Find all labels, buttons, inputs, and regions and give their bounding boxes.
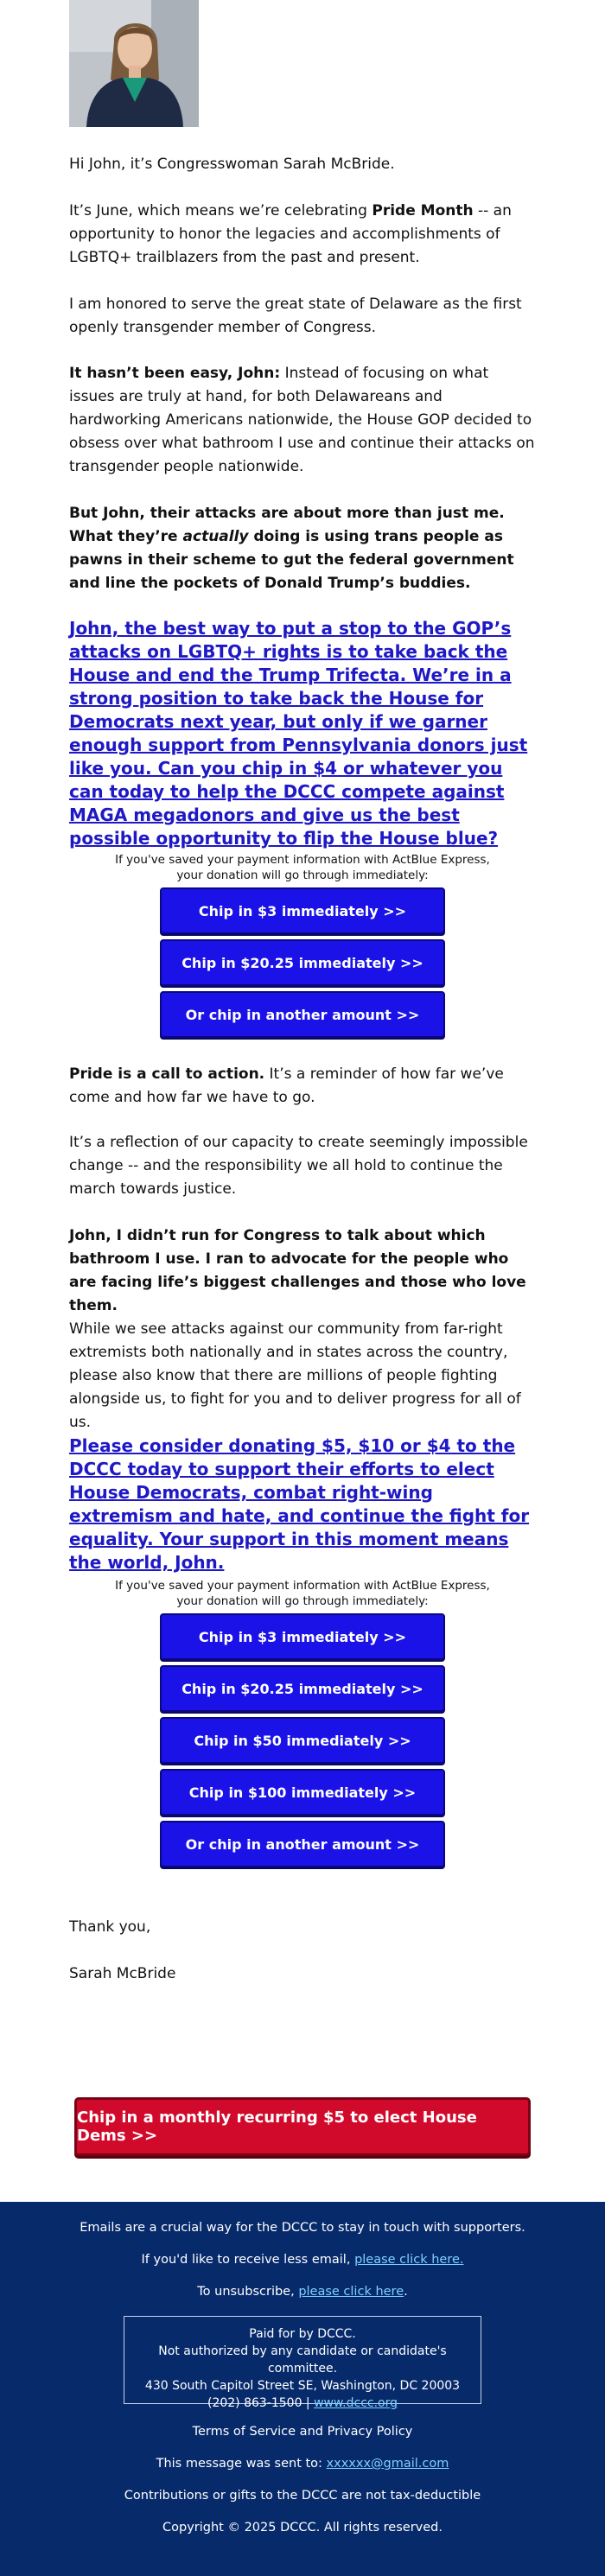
- paragraph-text: Instead of focusing on what issues are truly at hand, for both Delawareans and hardworking Americans nationwide, the House GOP decided to obsess over what bathroom I use and continue their attacks on transgender people nationwide.: [69, 365, 535, 475]
- paragraph-italic-text: actually: [182, 528, 249, 545]
- copyright: Copyright © 2025 DCCC. All rights reserved.: [162, 2521, 443, 2535]
- paragraph-why-i-ran: John, I didn’t run for Congress to talk about which bathroom I use. I ran to advocate for the people who are facing life’s biggest challenges and those who love them.: [69, 1227, 526, 1314]
- actblue-note-line-2: your donation will go through immediately:: [176, 1594, 429, 1608]
- paragraph-reflection: It’s a reflection of our capacity to create seemingly impossible change -- and the responsibility we all hold to continue the march towards justice.: [69, 1134, 528, 1198]
- recipient-email-link[interactable]: xxxxxx@gmail.com: [326, 2457, 449, 2471]
- signature: Sarah McBride: [69, 1965, 176, 1982]
- chip-in-50-button[interactable]: Chip in $50 immediately >>: [160, 1717, 445, 1764]
- chip-in-other-amount-button[interactable]: Or chip in another amount >>: [160, 1821, 445, 1867]
- footer: [0, 2202, 605, 2576]
- paragraph-text: It’s June, which means we’re celebrating: [69, 202, 373, 219]
- chip-in-3-button[interactable]: Chip in $3 immediately >>: [160, 1613, 445, 1660]
- donate-cta-link-2[interactable]: Please consider donating $5, $10 or $4 to the DCCC today to support their efforts to elect House Democrats, combat right-wing extremism and hate, and continue the fight for equality. Your support in this moment means the world, John.: [69, 1435, 530, 1573]
- chip-in-100-button[interactable]: Chip in $100 immediately >>: [160, 1769, 445, 1816]
- footer-sent-to: [0, 2455, 605, 2472]
- paragraph-text: It’s a reminder of how far we’ve come and how far we have to go.: [69, 1065, 504, 1106]
- contact-row: [124, 2395, 481, 2412]
- paragraph-call-to-action: [69, 1063, 536, 1110]
- paragraph-text: doing is using trans people as pawns in their scheme to gut the federal government and line the pockets of Donald Trump’s buddies.: [69, 528, 514, 592]
- paragraph-attacks: [69, 502, 536, 595]
- portrait-illustration: [69, 0, 199, 127]
- tax-notice: Contributions or gifts to the DCCC are not tax-deductible: [124, 2489, 481, 2503]
- donate-cta-link-1[interactable]: John, the best way to put a stop to the GOP’s attacks on LGBTQ+ rights is to take back the House and end the Trump Trifecta. We’re in a strong position to take back the House for Democrats next year, but only if we garner enough support from Pennsylvania donors just like you. Can you chip in $4 or whatever you can today to help the DCCC compete against MAGA megadonors and give us the best possible opportunity to flip the House blue?: [69, 618, 528, 849]
- actblue-note-line-1: If you've saved your payment information with ActBlue Express,: [115, 1579, 490, 1593]
- paragraph-bold-text: It hasn’t been easy, John:: [69, 365, 281, 382]
- signoff: Thank you,: [69, 1918, 151, 1936]
- chip-in-other-amount-button[interactable]: Or chip in another amount >>: [160, 991, 445, 1038]
- terms-link[interactable]: Terms of Service and Privacy Policy: [192, 2425, 413, 2439]
- footer-text: .: [404, 2285, 408, 2299]
- paragraph-not-easy: [69, 362, 536, 479]
- paragraph-bold-text: Pride is a call to action.: [69, 1065, 265, 1083]
- actblue-note-line-2: your donation will go through immediately:: [176, 868, 429, 882]
- greeting: Hi John, it’s Congresswoman Sarah McBride.: [69, 156, 395, 173]
- portrait-image: [69, 0, 199, 127]
- paragraph-text: -- an opportunity to honor the legacies and accomplishments of LGBTQ+ trailblazers from the past and present.: [69, 202, 512, 266]
- unsubscribe-link[interactable]: please click here: [298, 2285, 404, 2299]
- address-text: 430 South Capitol Street SE, Washington, DC 20003: [144, 2379, 461, 2393]
- actblue-note-line-1: If you've saved your payment information with ActBlue Express,: [115, 853, 490, 867]
- website-link[interactable]: www.dccc.org: [314, 2396, 398, 2410]
- separator: |: [302, 2396, 315, 2410]
- paragraph-text: But John, their attacks are about more than just me. What they’re: [69, 505, 505, 545]
- not-authorized-text: Not authorized by any candidate or candidate's committee.: [158, 2344, 447, 2376]
- footer-text: If you'd like to receive less email,: [141, 2253, 355, 2267]
- footer-intro: Emails are a crucial way for the DCCC to stay in touch with supporters.: [80, 2221, 525, 2235]
- footer-text: This message was sent to:: [156, 2457, 327, 2471]
- paragraph-delaware: I am honored to serve the great state of Delaware as the first openly transgender member of Congress.: [69, 296, 522, 336]
- chip-in-20-25-button[interactable]: Chip in $20.25 immediately >>: [160, 1665, 445, 1712]
- paid-for-text: Paid for by DCCC.: [249, 2327, 356, 2341]
- monthly-recurring-button[interactable]: Chip in a monthly recurring $5 to elect House Dems >>: [74, 2097, 531, 2156]
- less-email-link[interactable]: please click here.: [354, 2253, 464, 2267]
- paragraph-pride-month: [69, 200, 536, 270]
- paragraph-bold-text: Pride Month: [372, 202, 474, 219]
- footer-text: To unsubscribe,: [197, 2285, 299, 2299]
- footer-unsubscribe: [0, 2283, 605, 2300]
- footer-less-email: [0, 2251, 605, 2268]
- chip-in-20-25-button[interactable]: Chip in $20.25 immediately >>: [160, 939, 445, 986]
- chip-in-3-button[interactable]: Chip in $3 immediately >>: [160, 887, 445, 934]
- paid-for-box: [124, 2316, 481, 2410]
- paragraph-fighting-alongside: While we see attacks against our community from far-right extremists both nationally and in states across the country, please also know that there are millions of people fighting alongside us, to fight for you and to deliver progress for all of us.: [69, 1320, 521, 1431]
- phone-text: (202) 863-1500: [207, 2396, 302, 2410]
